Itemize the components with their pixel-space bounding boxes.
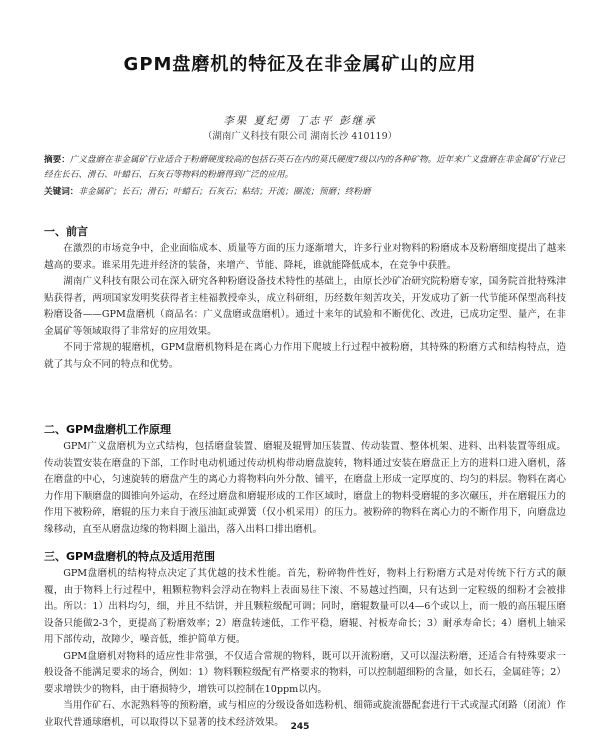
paper-title: GPM盘磨机的特征及在非金属矿山的应用 xyxy=(123,54,477,75)
author-list: 李果 夏纪勇 丁志平 彭继承 xyxy=(223,115,377,127)
paragraph: 在激烈的市场竞争中，企业面临成本、质量等方面的压力逐渐增大，许多行业对物料的粉磨成本及粉磨细度提出了越来越高的要求。谁采用先进并经济的装备，来增产、节能、降耗，谁就能降低成本，在竞争中获胜。 xyxy=(44,243,566,271)
page-number: 245 xyxy=(290,722,310,732)
abstract xyxy=(44,153,566,183)
paragraph: 当用作矿石、水泥熟料等的预粉磨，或与相应的分级设备如选粉机、细筛或旋流器配套进行干式或湿式闭路（闭流）作业取代普通球磨机，可以取得以下显著的技术经济效果。 xyxy=(44,700,566,728)
keywords-label: 关键词： xyxy=(44,187,79,197)
section-features xyxy=(44,548,566,731)
abstract-text: 广义盘磨在非金属矿行业适合于粉磨硬度较高的包括石英石在内的莫氏硬度7级以内的各种矿物。近年来广义盘磨在非金属矿行业已经在长石、滑石、叶蜡石、石灰石等物料的粉磨得到广泛的应用。 xyxy=(44,155,566,180)
paragraph: GPM广义盘磨机为立式结构，包括磨盘装置、磨辊及辊臂加压装置、传动装置、整体机架、进料、出料装置等组成。传动装置安装在磨盘的下部，工作时电动机通过传动机构带动磨盘旋转，物料通过安装在磨盘正上方的进料口进入磨机，落在磨盘的中心，匀速旋转的磨盘产生的离心力将物料向外分散、铺平，在磨盘上形成一定厚度的、均匀的料层。物料在离心力作用下顺磨盘的圆锥向外运动，在经过磨盘和磨辊形成的工作区域时，磨盘上的物料受磨辊的多次碾压，并在磨辊压力的作用下被粉碎，磨辊的压力来自于液压油缸或弹簧（仅小机采用）的压力。被粉碎的物料在离心力的不断作用下，向磨盘边缘移动，直至从磨盘边缘的物料圈上溢出，落入出料口排出磨机。 xyxy=(44,441,566,535)
abstract-label: 摘要： xyxy=(44,155,70,165)
affiliation: （湖南广义科技有限公司 湖南长沙 410119） xyxy=(202,131,398,142)
paragraph: 湖南广义科技有限公司在深入研究各种粉磨设备技术特性的基础上，由原长沙矿冶研究院粉磨专家，国务院首批特殊津贴获得者，两项国家发明奖获得者主桂福教授牵头，成立科研组，历经数年刻苦攻关，开发成功了新一代节能环保型高科技粉磨设备——GPM盘磨机（商品名：广义盘磨或盘磨机）。通过十来年的试验和不断优化、改进，已成功定型、量产，在非金属矿等领域取得了非常好的应用效果。 xyxy=(44,276,566,337)
section-title: 一、前言 xyxy=(44,225,88,238)
section-title: 二、GPM盘磨机工作原理 xyxy=(44,423,172,436)
section-introduction xyxy=(44,223,566,373)
paragraph: GPM盘磨机的结构特点决定了其优越的技术性能。首先，粉碎物件性好，物料上行粉磨方式是对传统下行方式的颠覆，由于物料上行过程中，粗颗粒物料会浮动在物料上表面易往下滚、不易越过挡圈，只有达到一定粒级的细粉才会被排出。所以：1）出料均匀，细，并且不结饼，并且颗粒级配可调；同时，磨辊数量可以4—6个或以上，而一般的高压辊压磨设备只能做2-3个，更提高了粉磨效率；2）磨盘转速低，工作平稳，磨辊、衬板寿命长；3）耐承寿命长；4）磨机上轴采用下部传动，故障少，噪音低，维护简单方便。 xyxy=(44,568,566,645)
paragraph: 不同于常规的辊磨机，GPM盘磨机物料是在离心力作用下爬坡上行过程中被粉磨，其特殊的粉磨方式和结构特点，造就了其与众不同的特点和优势。 xyxy=(44,342,566,370)
paragraph: GPM盘磨机对物料的适应性非常强，不仅适合常规的物料，既可以开流粉磨，又可以湿法粉磨，还适合有特殊要求一般设备不能满足要求的场合，例如：1）物料颗粒级配有严格要求的物料，可以控制超细粉的含量，如长石，金属硅等；2）要求增铁少的物料，由于磨损特少，增铁可以控制在10ppm以内。 xyxy=(44,650,566,695)
section-title: 三、GPM盘磨机的特点及适用范围 xyxy=(44,550,216,563)
keywords xyxy=(44,185,566,200)
section-working-principle xyxy=(44,421,566,538)
keywords-text: 非金属矿；长石；滑石；叶蜡石；石灰石；粘结；开流；圈流；预磨；终粉磨 xyxy=(78,187,371,197)
